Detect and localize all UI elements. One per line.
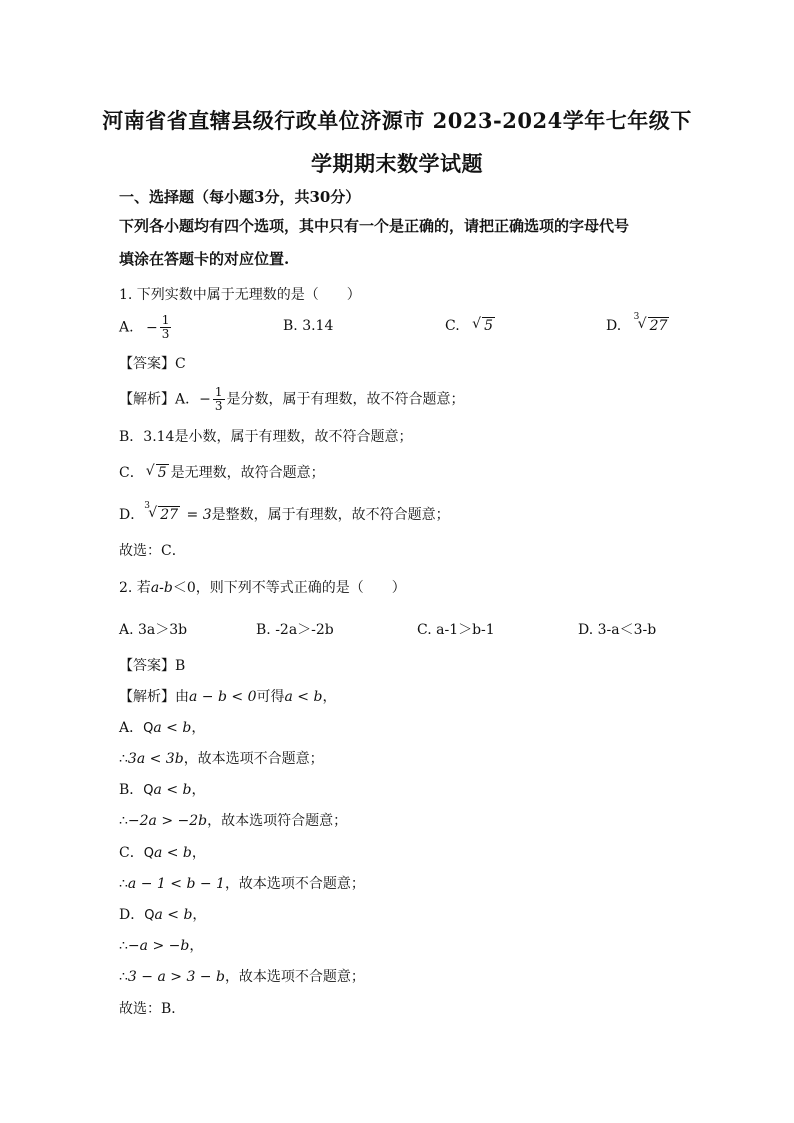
analysis-label: C． bbox=[119, 465, 144, 481]
analysis-label: D． bbox=[119, 507, 145, 523]
analysis-fraction bbox=[213, 386, 225, 413]
fraction-numerator: 1 bbox=[161, 313, 170, 327]
q2-option-a: A. 3a＞3b bbox=[119, 622, 188, 638]
q1-analysis-c bbox=[119, 462, 325, 482]
fraction-numerator: 1 bbox=[214, 385, 223, 399]
q1-option-a-fraction bbox=[160, 314, 172, 341]
q1-option-b: B. 3.14 bbox=[283, 318, 334, 334]
step-text: ，故本选项不合题意； bbox=[224, 969, 365, 985]
q1-option-a bbox=[119, 314, 173, 341]
step-math: a − 1 < b − 1 bbox=[127, 876, 225, 892]
analysis-text: ， bbox=[322, 689, 337, 705]
q2-step-b-given bbox=[119, 779, 205, 799]
section-instruction-line-1: 下列各小题均有四个选项，其中只有一个是正确的，请把正确选项的字母代号 bbox=[119, 217, 630, 235]
analysis-math: a < b bbox=[284, 689, 323, 705]
q1-option-c-sqrt bbox=[472, 318, 495, 334]
therefore-symbol: ∴ bbox=[119, 969, 128, 985]
q1-option-a-sign: − bbox=[146, 319, 158, 336]
analysis-label: 【解析】由 bbox=[119, 689, 189, 705]
step-end: ， bbox=[191, 782, 206, 798]
step-text: ，故本选项符合题意； bbox=[207, 813, 348, 829]
q2-analysis-intro bbox=[119, 686, 336, 706]
since-symbol: Q bbox=[144, 908, 155, 923]
step-label: B． bbox=[119, 782, 144, 798]
q2-step-d-result-1 bbox=[119, 935, 203, 955]
analysis-text: 可得 bbox=[256, 689, 285, 705]
step-math: a < b bbox=[153, 720, 192, 736]
analysis-text: 是整数，属于有理数，故不符合题意； bbox=[211, 507, 450, 523]
therefore-symbol: ∴ bbox=[119, 751, 128, 767]
q1-option-d-cbrt bbox=[633, 312, 670, 334]
step-math: −2a > −2b bbox=[127, 813, 208, 829]
radical-sign-icon: √ bbox=[472, 316, 482, 332]
step-math: a < b bbox=[153, 782, 192, 798]
step-end: ， bbox=[191, 845, 206, 861]
section-instruction-line-2: 填涂在答题卡的对应位置. bbox=[119, 250, 290, 268]
therefore-symbol: ∴ bbox=[119, 876, 128, 892]
q2-answer: 【答案】B bbox=[119, 658, 186, 674]
fraction-denominator: 3 bbox=[214, 399, 223, 413]
q2-step-d-result-2 bbox=[119, 966, 365, 986]
since-symbol: Q bbox=[143, 783, 154, 798]
step-text: ，故本选项不合题意； bbox=[224, 876, 365, 892]
q2-step-b-result bbox=[119, 810, 347, 830]
root-index: 3 bbox=[633, 312, 640, 322]
q1-answer: 【答案】C bbox=[119, 356, 186, 372]
q2-stem-math: a-b bbox=[150, 580, 173, 596]
analysis-label: 【解析】A． bbox=[119, 391, 200, 408]
radical-sign-icon: √ bbox=[148, 505, 158, 521]
step-math: −a > −b bbox=[127, 938, 190, 954]
page-title-line-2: 学期期末数学试题 bbox=[311, 151, 483, 176]
q2-option-d: D. 3-a＜3-b bbox=[578, 622, 657, 638]
therefore-symbol: ∴ bbox=[119, 813, 128, 829]
step-label: D． bbox=[119, 907, 145, 923]
q1-conclusion: 故选：C． bbox=[119, 543, 186, 559]
q2-option-c: C. a-1＞b-1 bbox=[417, 622, 495, 638]
analysis-sqrt bbox=[146, 465, 169, 481]
root-index: 3 bbox=[144, 501, 150, 511]
q2-conclusion: 故选：B． bbox=[119, 1001, 186, 1017]
radical-sign-icon: √ bbox=[637, 316, 647, 332]
radicand: 5 bbox=[157, 465, 167, 481]
since-symbol: Q bbox=[143, 846, 154, 861]
section-heading: 一、选择题（每小题3分，共30分） bbox=[119, 188, 361, 206]
q1-analysis-a bbox=[119, 386, 465, 413]
analysis-text: 是无理数，故符合题意； bbox=[170, 465, 325, 481]
q2-step-c-result bbox=[119, 873, 365, 893]
q1-option-c-label: C. bbox=[445, 318, 460, 334]
step-math: 3a < 3b bbox=[127, 751, 184, 767]
q2-stem bbox=[119, 577, 406, 597]
step-math: a < b bbox=[153, 845, 192, 861]
q2-step-a-result bbox=[119, 748, 324, 768]
step-math: 3 − a > 3 − b bbox=[127, 969, 225, 985]
step-math: a < b bbox=[154, 907, 193, 923]
therefore-symbol: ∴ bbox=[119, 938, 128, 954]
radicand: 27 bbox=[160, 507, 179, 523]
q1-analysis-d bbox=[119, 501, 450, 524]
q1-option-d-label: D. bbox=[606, 318, 622, 334]
page-title-line-1: 河南省省直辖县级行政单位济源市 2023-2024学年七年级下 bbox=[102, 108, 692, 133]
analysis-text: 是分数，属于有理数，故不符合题意； bbox=[226, 391, 465, 408]
analysis-cbrt bbox=[144, 501, 180, 523]
radical-sign-icon: √ bbox=[145, 463, 155, 479]
fraction-denominator: 3 bbox=[161, 327, 170, 341]
analysis-equation: = 3 bbox=[182, 507, 212, 523]
q1-analysis-b: B．3.14是小数，属于有理数，故不符合题意； bbox=[119, 429, 413, 445]
radicand: 5 bbox=[484, 318, 494, 334]
step-end: ， bbox=[192, 907, 207, 923]
step-label: A． bbox=[119, 720, 144, 736]
q2-option-b: B. -2a＞-2b bbox=[256, 622, 334, 638]
q1-option-c bbox=[445, 318, 497, 334]
step-label: C． bbox=[119, 845, 144, 861]
q1-option-d bbox=[606, 312, 671, 334]
step-text: ， bbox=[189, 938, 204, 954]
step-end: ， bbox=[191, 720, 206, 736]
q2-step-c-given bbox=[119, 842, 206, 862]
radicand: 27 bbox=[649, 318, 668, 334]
analysis-math: a − b < 0 bbox=[189, 689, 257, 705]
q2-step-a-given bbox=[119, 717, 205, 737]
since-symbol: Q bbox=[143, 721, 154, 736]
analysis-sign: − bbox=[199, 391, 211, 408]
step-text: ，故本选项不合题意； bbox=[183, 751, 324, 767]
q2-step-d-given bbox=[119, 904, 206, 924]
q2-stem-prefix: 2. 若 bbox=[119, 580, 151, 596]
q1-option-a-label: A. bbox=[119, 319, 134, 336]
q2-stem-suffix: ＜0，则下列不等式正确的是（ ） bbox=[172, 580, 406, 596]
q1-stem: 1. 下列实数中属于无理数的是（ ） bbox=[119, 287, 361, 303]
